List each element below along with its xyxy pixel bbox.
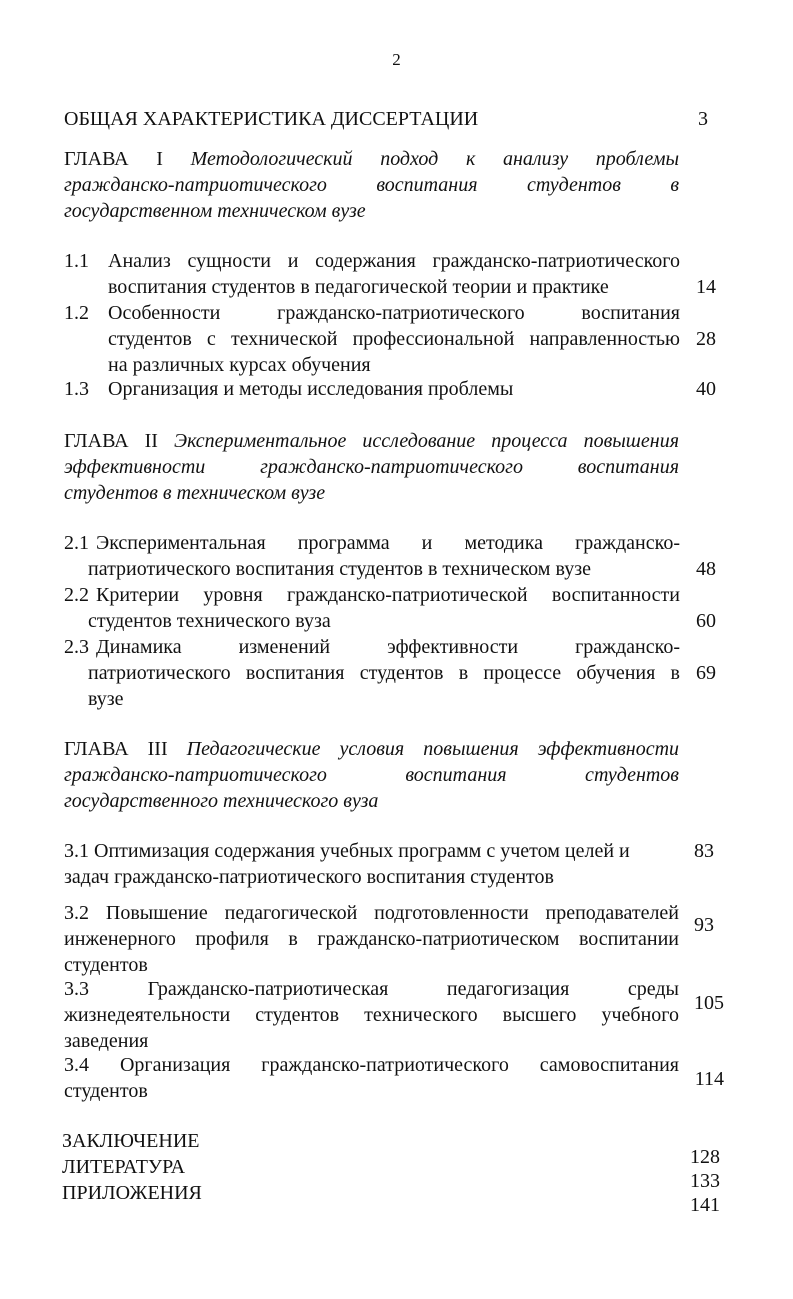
section-title-line: патриотического воспитания студентов в техническом вузе <box>88 558 591 580</box>
section-title-line <box>64 976 679 1002</box>
chapter1-heading-line3: государственном техническом вузе <box>64 200 366 222</box>
section-title-line: Особенности гражданско-патриотического воспитания <box>108 302 680 324</box>
chapter1-heading-line2: гражданско-патриотического воспитания студентов в <box>64 174 679 196</box>
section-page: 83 <box>694 840 714 862</box>
chapter2-heading-line3: студентов в техническом вузе <box>64 482 326 504</box>
section-title-text: Оптимизация содержания учебных программ с учетом целей и <box>94 840 630 862</box>
chapter2-title: Экспериментальное исследование процесса повышения <box>174 430 679 452</box>
section-number: 2.2 <box>64 584 89 606</box>
section-page: 93 <box>694 914 714 936</box>
section-number: 2.3 <box>64 636 89 658</box>
chapter1-title: Методологический подход к анализу проблемы <box>190 148 680 170</box>
section-title-line: студентов с технической профессиональной направленностью <box>108 328 680 350</box>
chapter3-label: ГЛАВА III <box>64 738 168 760</box>
chapter3-heading-line2: гражданско-патриотического воспитания студентов <box>64 764 679 786</box>
toc-literature: ЛИТЕРАТУРА <box>62 1156 186 1178</box>
section-title-line <box>64 1052 679 1078</box>
section-title-line <box>64 900 679 926</box>
section-title-line: студентов <box>64 954 148 976</box>
section-title-line: студентов <box>64 1080 148 1102</box>
section-title-text: Повышение педагогической подготовленности преподавателей <box>105 902 680 924</box>
section-title-line <box>64 838 654 864</box>
section-title-line: воспитания студентов в педагогической теории и практике <box>108 276 609 298</box>
section-page: 28 <box>696 328 716 350</box>
section-number: 1.2 <box>64 302 89 324</box>
section-page: 14 <box>696 276 716 298</box>
section-number: 3.1 <box>64 840 89 862</box>
section-title-line: заведения <box>64 1030 149 1052</box>
section-page: 105 <box>694 992 724 1014</box>
section-number: 1.1 <box>64 250 89 272</box>
section-page: 69 <box>696 662 716 684</box>
toc-conclusion: ЗАКЛЮЧЕНИЕ <box>62 1130 200 1152</box>
section-title-line: студентов технического вуза <box>88 610 331 632</box>
section-title-line: на различных курсах обучения <box>108 354 371 376</box>
page-number: 2 <box>392 50 401 69</box>
section-title-text: Организация гражданско-патриотического самовоспитания <box>119 1054 680 1076</box>
section-title-line: жизнедеятельности студентов технического высшего учебного <box>64 1004 679 1026</box>
section-page: 48 <box>696 558 716 580</box>
section-number: 3.3 <box>64 978 89 1000</box>
toc-appendices: ПРИЛОЖЕНИЯ <box>62 1182 202 1204</box>
toc-conclusion-page: 128 <box>690 1146 720 1168</box>
section-page: 60 <box>696 610 716 632</box>
section-number: 2.1 <box>64 532 89 554</box>
section-page: 114 <box>694 1068 724 1090</box>
toc-literature-page: 133 <box>690 1170 720 1192</box>
section-title-line: Организация и методы исследования проблемы <box>108 378 514 400</box>
chapter1-heading-line1 <box>64 146 679 172</box>
section-title-line: Динамика изменений эффективности гражданско- <box>96 636 680 658</box>
section-page: 40 <box>696 378 716 400</box>
chapter3-title: Педагогические условия повышения эффективности <box>186 738 680 760</box>
toc-appendices-page: 141 <box>690 1194 720 1216</box>
section-title-line: патриотического воспитания студентов в процессе обучения в <box>88 662 680 684</box>
section-title-line: Экспериментальная программа и методика гражданско- <box>96 532 680 554</box>
chapter3-heading-line1 <box>64 736 679 762</box>
chapter3-heading-line3: государственного технического вуза <box>64 790 379 812</box>
section-title-line: инженерного профиля в гражданско-патриотическом воспитании <box>64 928 679 950</box>
chapter2-label: ГЛАВА II <box>64 430 158 452</box>
section-number: 1.3 <box>64 378 89 400</box>
chapter1-label: ГЛАВА I <box>64 148 163 170</box>
section-title-line: Анализ сущности и содержания гражданско-патриотического <box>108 250 680 272</box>
chapter2-heading-line2: эффективности гражданско-патриотического воспитания <box>64 456 679 478</box>
chapter2-heading-line1 <box>64 428 679 454</box>
section-number: 3.4 <box>64 1054 89 1076</box>
section-title-line: Критерии уровня гражданско-патриотической воспитанности <box>96 584 680 606</box>
section-title-line: задач гражданско-патриотического воспитания студентов <box>64 866 554 888</box>
toc-general-page: 3 <box>698 108 708 130</box>
toc-general-title: ОБЩАЯ ХАРАКТЕРИСТИКА ДИССЕРТАЦИИ <box>64 108 479 130</box>
section-title-text: Гражданско-патриотическая педагогизация среды <box>147 978 679 1000</box>
section-number: 3.2 <box>64 902 89 924</box>
section-title-line: вузе <box>88 688 124 710</box>
